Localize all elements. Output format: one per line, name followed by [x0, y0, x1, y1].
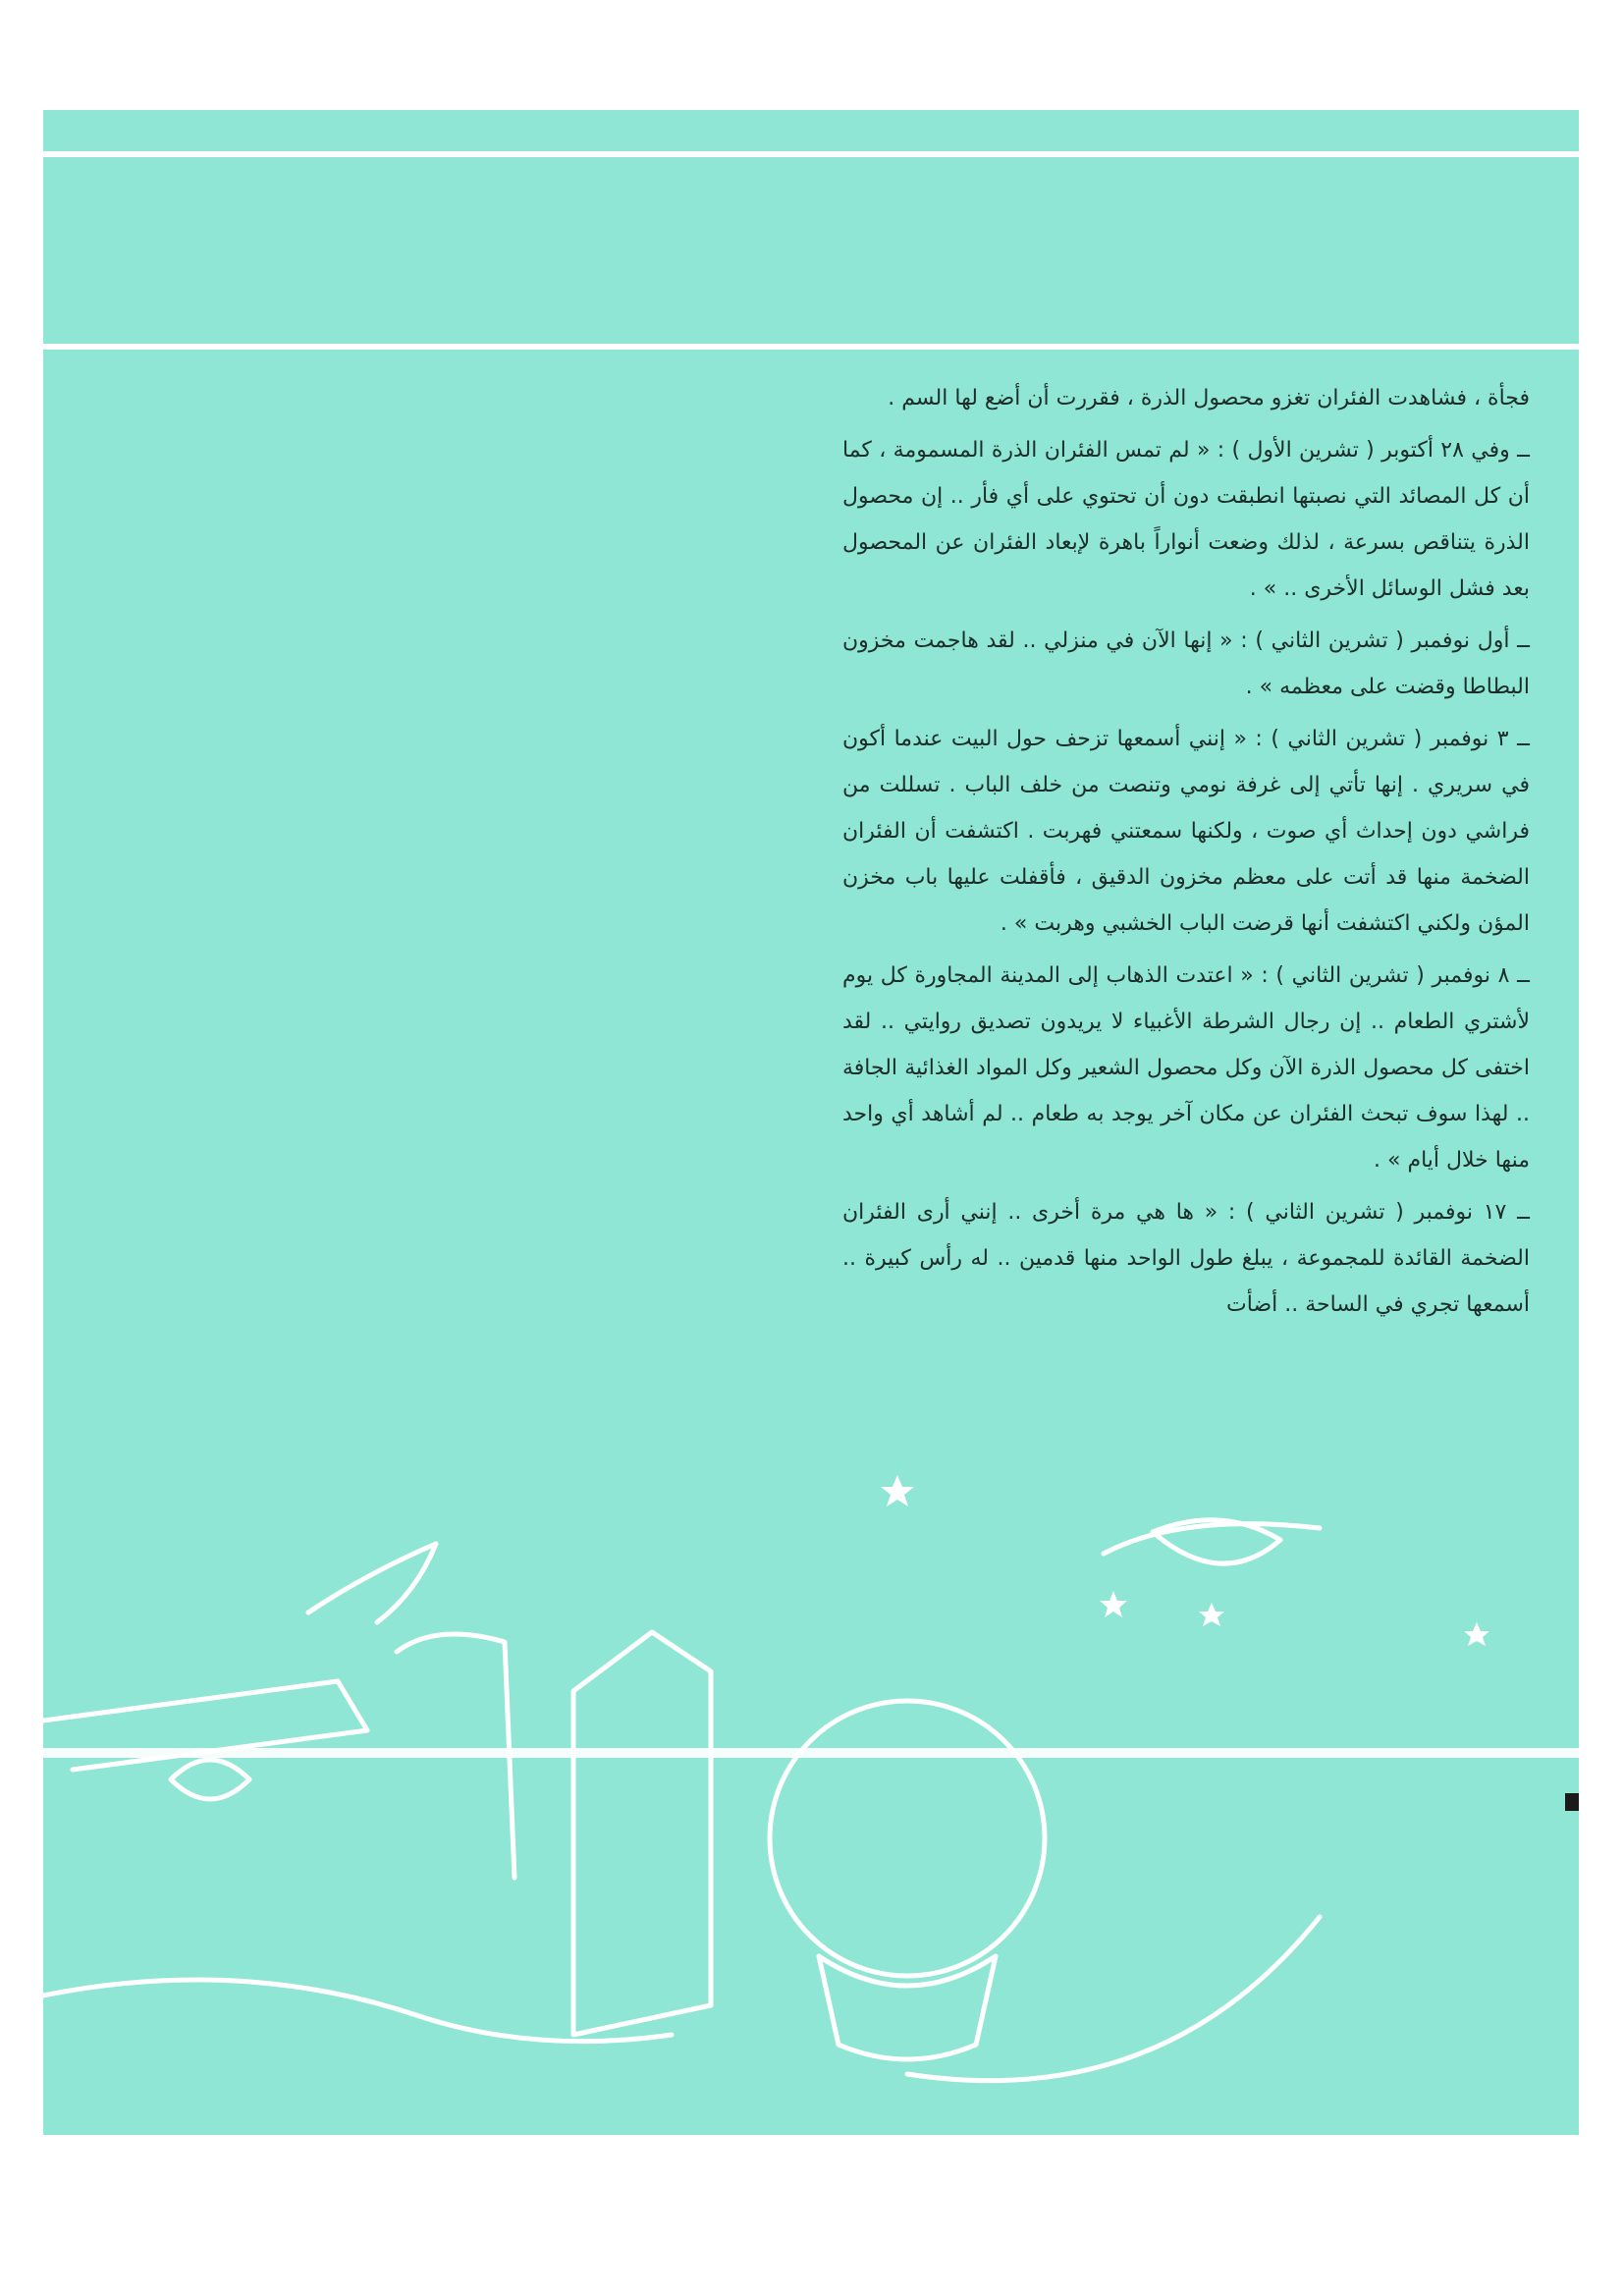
paragraph: ــ وفي ٢٨ أكتوبر ( تشرين الأول ) : « لم تمس الفئران الذرة المسمومة ، كما أن كل المصائد التي نصبتها انطبقت دون أن تحتوي على أي فأر .. إن محصول الذرة يتناقص بسرعة ، لذلك وضعت أنواراً باهرة لإبعاد الفئران عن المحصول بعد فشل الوسائل الأخرى .. » .	[842, 438, 1530, 601]
ball-stand	[819, 1956, 996, 2059]
star	[1464, 1622, 1489, 1646]
star	[1100, 1591, 1127, 1617]
crystal-ball	[770, 1701, 1045, 1976]
illustration	[43, 1446, 1579, 2135]
star	[1199, 1603, 1224, 1626]
header-rule	[43, 151, 1579, 157]
right-column	[842, 375, 1530, 1573]
page-panel	[43, 110, 1579, 2135]
paragraph: ــ أول نوفمبر ( تشرين الثاني ) : « إنها الآن في منزلي .. لقد هاجمت مخزون البطاطا وقضت على معظمه » .	[842, 629, 1530, 699]
left-column	[124, 375, 811, 1573]
paragraph: ــ ١٧ نوفمبر ( تشرين الثاني ) : « ها هي مرة أخرى .. إنني أرى الفئران الضخمة القائدة للمجموعة ، يبلغ طول الواحد منها قدمين .. له رأس كبيرة .. أسمعها تجري في الساحة .. أضأت	[842, 1200, 1530, 1317]
planet-ring	[1104, 1524, 1320, 1554]
crescent-tail	[907, 1917, 1320, 2081]
header-rule	[43, 344, 1579, 350]
seal-shape	[171, 1760, 249, 1799]
paragraph: ــ ٣ نوفمبر ( تشرين الثاني ) : « إنني أسمعها تزحف حول البيت عندما أكون في سريري . إنها تأتي إلى غرفة نومي وتنصت من خلف الباب . تسللت من فراشي دون إحداث أي صوت ، ولكنها سمعتني فهربت . اكتشفت أن الفئران الضخمة منها قد أتت على معظم مخزون الدقيق ، فأقفلت عليها باب مخزن المؤن ولكني اكتشفت أنها قرضت الباب الخشبي وهربت » .	[842, 727, 1530, 936]
paragraph: ــ ٨ نوفمبر ( تشرين الثاني ) : « اعتدت الذهاب إلى المدينة المجاورة كل يوم لأشتري الطعام .. إن رجال الشرطة الأغبياء لا يريدون تصديق روايتي .. لقد اختفى كل محصول الذرة الآن وكل محصول الشعير وكل المواد الغذائية الجافة .. لهذا سوف تبحث الفئران عن مكان آخر يوجد به طعام .. لم أشاهد أي واحد منها خلال أيام » .	[842, 963, 1530, 1173]
star	[881, 1475, 914, 1506]
tree	[308, 1544, 436, 1622]
building	[573, 1632, 711, 2035]
edge-marker	[1565, 1793, 1579, 1811]
paragraph: فجأة ، فشاهدت الفئران تغزو محصول الذرة ، فقررت أن أضع لها السم .	[888, 386, 1530, 410]
light-band	[43, 1748, 1579, 1758]
